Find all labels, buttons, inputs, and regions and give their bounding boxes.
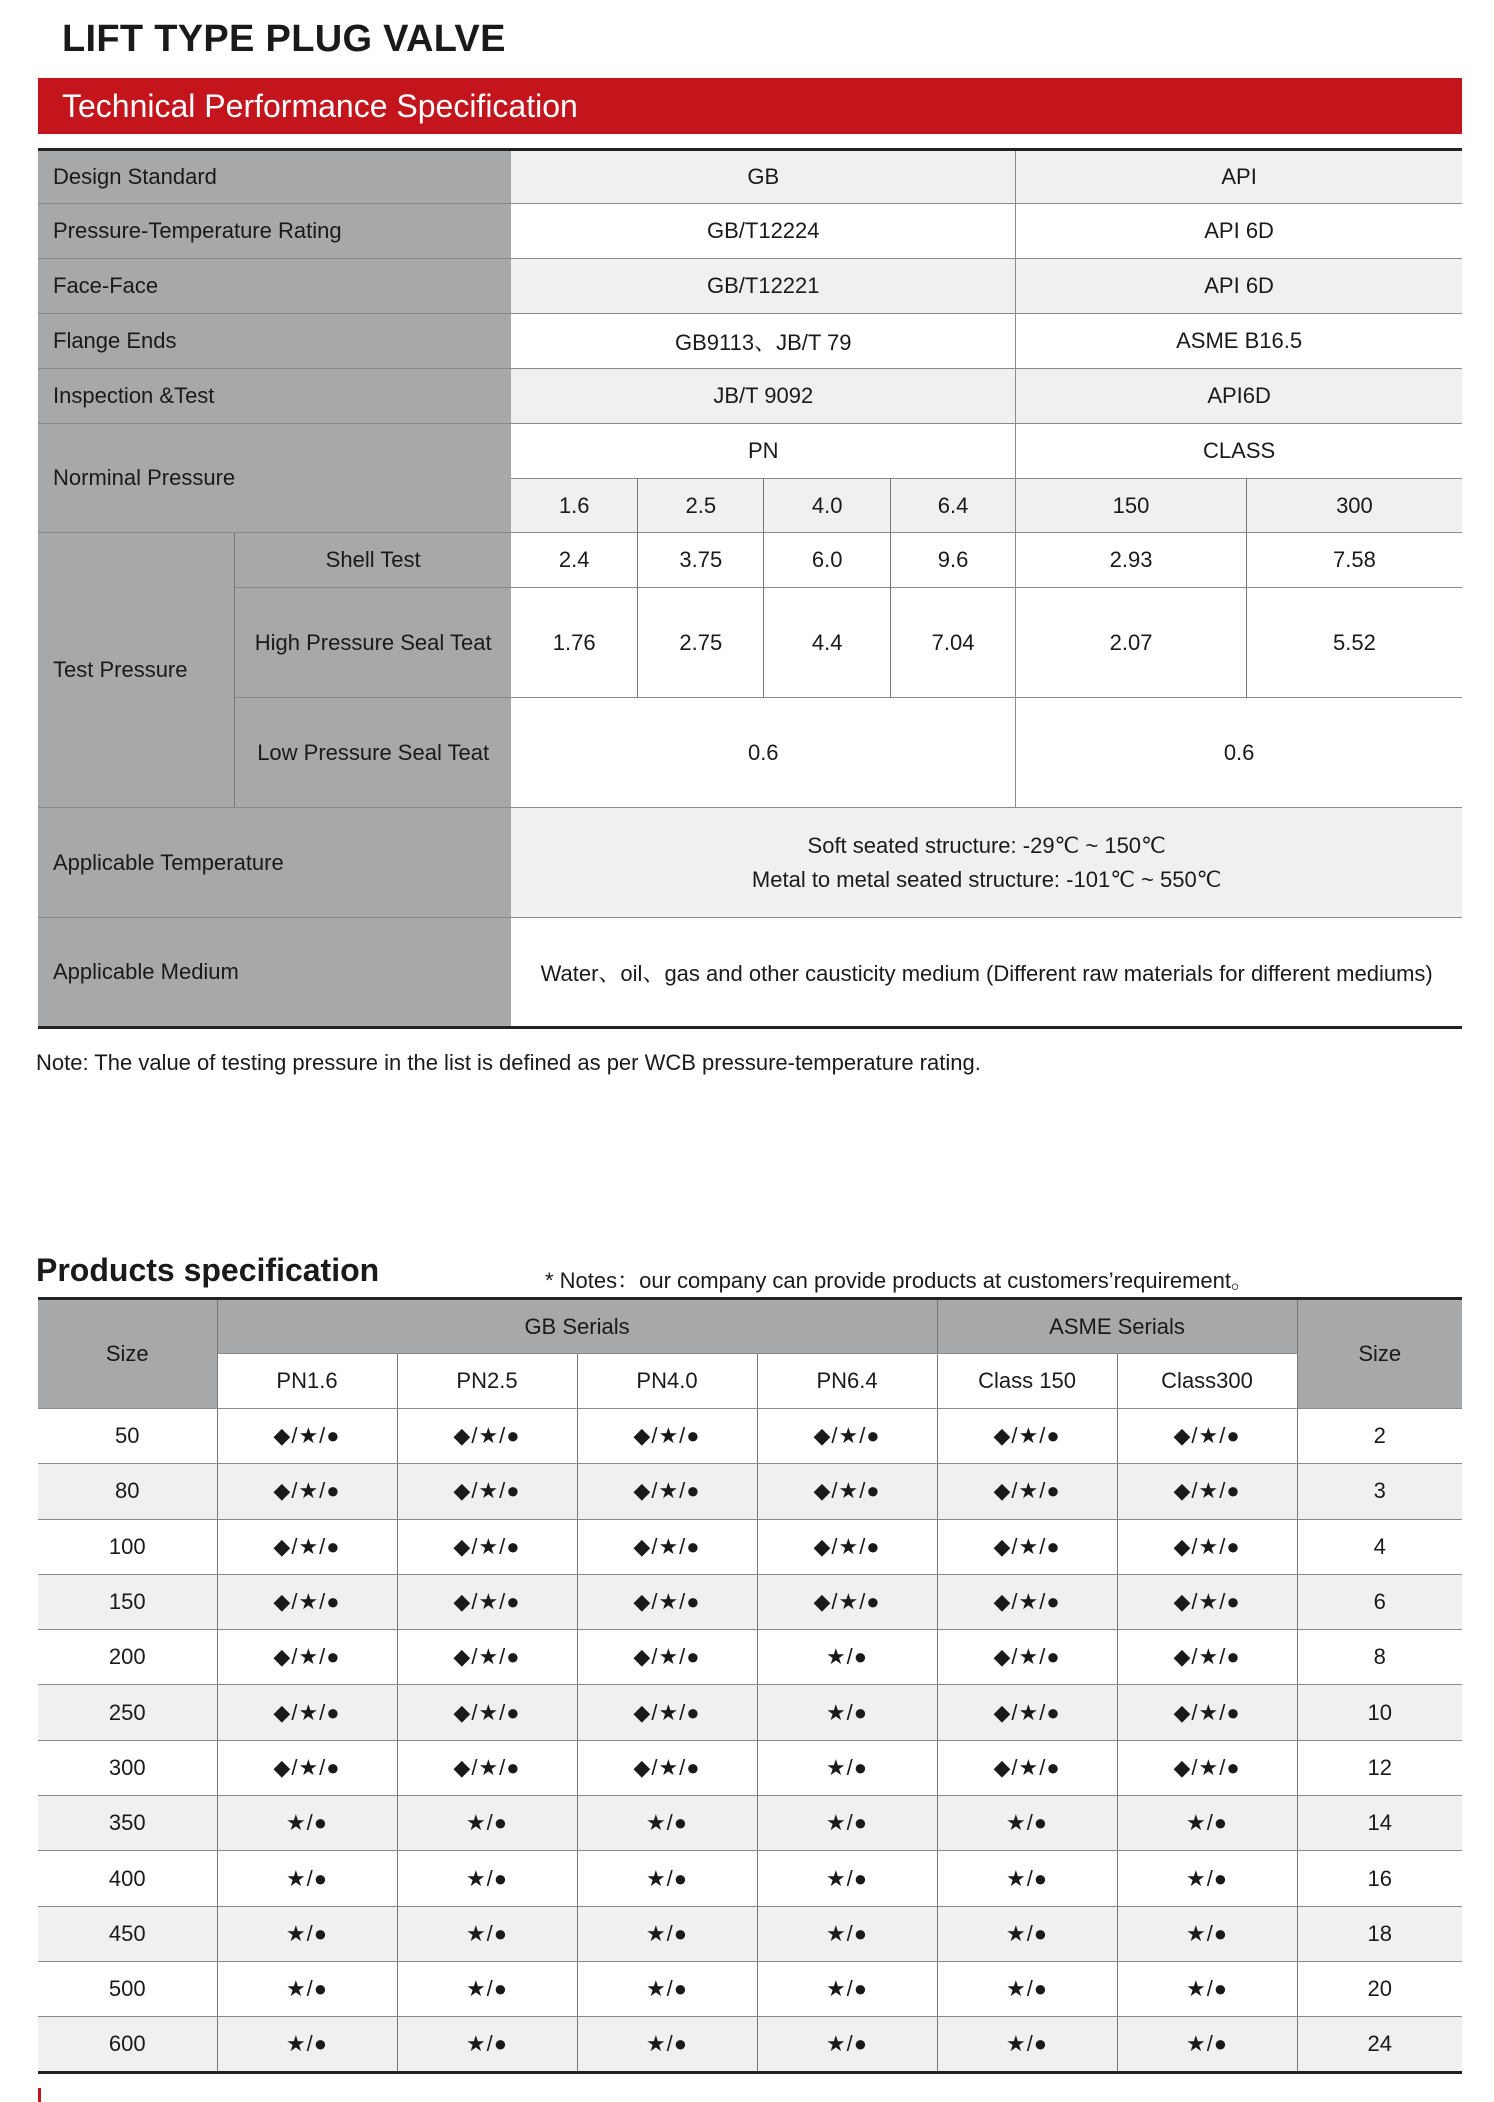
high-seal-value: 4.4 bbox=[764, 588, 890, 698]
row-temperature bbox=[38, 808, 1462, 918]
column-header: PN1.6 bbox=[217, 1354, 397, 1409]
high-seal-value: 2.75 bbox=[638, 588, 764, 698]
shell-test-value: 3.75 bbox=[638, 533, 764, 588]
size-inch-cell: 3 bbox=[1297, 1464, 1462, 1519]
temperature-metal-seated: Metal to metal seated structure: -101℃ ~ 550℃ bbox=[751, 866, 1222, 892]
availability-cell: ★/● bbox=[397, 1906, 577, 1961]
availability-cell: ◆/★/● bbox=[937, 1409, 1117, 1464]
availability-cell: ◆/★/● bbox=[1117, 1409, 1297, 1464]
availability-cell: ★/● bbox=[577, 2017, 757, 2072]
availability-cell: ★/● bbox=[217, 1961, 397, 2016]
technical-spec-table bbox=[38, 148, 1462, 1029]
row-design-standard bbox=[38, 150, 1462, 204]
availability-cell: ◆/★/● bbox=[937, 1630, 1117, 1685]
shell-test-value: 7.58 bbox=[1246, 533, 1462, 588]
page-title: LIFT TYPE PLUG VALVE bbox=[62, 18, 506, 60]
row-inspection bbox=[38, 369, 1462, 424]
nominal-value: 1.6 bbox=[511, 479, 637, 533]
availability-cell: ★/● bbox=[757, 1906, 937, 1961]
testing-pressure-note: Note: The value of testing pressure in the list is defined as per WCB pressure-temperature rating. bbox=[36, 1050, 981, 1075]
size-cell: 500 bbox=[38, 1961, 217, 2016]
availability-cell: ◆/★/● bbox=[397, 1519, 577, 1574]
availability-cell: ◆/★/● bbox=[757, 1574, 937, 1629]
table-row bbox=[38, 1464, 1462, 1519]
availability-cell: ◆/★/● bbox=[1117, 1519, 1297, 1574]
availability-cell: ★/● bbox=[937, 1796, 1117, 1851]
availability-cell: ◆/★/● bbox=[397, 1574, 577, 1629]
api-face-face: API 6D bbox=[1016, 259, 1462, 314]
section-banner: Technical Performance Specification bbox=[38, 78, 1462, 134]
size-inch-cell: 18 bbox=[1297, 1906, 1462, 1961]
table-row bbox=[38, 1685, 1462, 1740]
availability-cell: ★/● bbox=[757, 1796, 937, 1851]
asme-serials-header: ASME Serials bbox=[937, 1299, 1297, 1354]
availability-cell: ◆/★/● bbox=[937, 1574, 1117, 1629]
size-cell: 100 bbox=[38, 1519, 217, 1574]
size-cell: 150 bbox=[38, 1574, 217, 1629]
availability-cell: ◆/★/● bbox=[397, 1630, 577, 1685]
availability-cell: ◆/★/● bbox=[217, 1409, 397, 1464]
gb-serials-header: GB Serials bbox=[217, 1299, 937, 1354]
availability-cell: ◆/★/● bbox=[757, 1409, 937, 1464]
medium-value: Water、oil、gas and other causticity medium (Different raw materials for different mediums) bbox=[511, 918, 1462, 1028]
gb-design-standard: GB bbox=[511, 150, 1015, 204]
size-cell: 400 bbox=[38, 1851, 217, 1906]
page-edge-mark bbox=[38, 2088, 41, 2102]
availability-cell: ★/● bbox=[397, 1961, 577, 2016]
availability-cell: ★/● bbox=[937, 1906, 1117, 1961]
products-heading: Products specification bbox=[36, 1252, 380, 1288]
gb-face-face: GB/T12221 bbox=[511, 259, 1015, 314]
availability-cell: ★/● bbox=[757, 1740, 937, 1795]
nominal-value: 6.4 bbox=[890, 479, 1015, 533]
column-header: PN4.0 bbox=[577, 1354, 757, 1409]
availability-cell: ◆/★/● bbox=[937, 1740, 1117, 1795]
column-header: PN2.5 bbox=[397, 1354, 577, 1409]
high-seal-value: 7.04 bbox=[890, 588, 1015, 698]
nominal-pn-label: PN bbox=[511, 424, 1015, 479]
row-medium bbox=[38, 918, 1462, 1028]
api-pt-rating: API 6D bbox=[1016, 204, 1462, 259]
size-inch-cell: 8 bbox=[1297, 1630, 1462, 1685]
size-inch-cell: 20 bbox=[1297, 1961, 1462, 2016]
row-high-seal bbox=[38, 588, 1462, 698]
label-nominal-pressure: Norminal Pressure bbox=[38, 424, 511, 533]
size-cell: 50 bbox=[38, 1409, 217, 1464]
high-seal-value: 2.07 bbox=[1016, 588, 1247, 698]
size-inch-cell: 12 bbox=[1297, 1740, 1462, 1795]
row-shell-test bbox=[38, 533, 1462, 588]
label-flange-ends: Flange Ends bbox=[38, 314, 511, 369]
size-inch-cell: 4 bbox=[1297, 1519, 1462, 1574]
availability-cell: ◆/★/● bbox=[577, 1740, 757, 1795]
availability-cell: ◆/★/● bbox=[1117, 1574, 1297, 1629]
row-flange-ends bbox=[38, 314, 1462, 369]
size-header: Size bbox=[38, 1299, 217, 1409]
availability-cell: ★/● bbox=[757, 1961, 937, 2016]
size-cell: 450 bbox=[38, 1906, 217, 1961]
availability-cell: ★/● bbox=[1117, 1906, 1297, 1961]
label-low-seal: Low Pressure Seal Teat bbox=[235, 698, 512, 808]
size-inch-header: Size bbox=[1297, 1299, 1462, 1409]
row-face-face bbox=[38, 259, 1462, 314]
label-temperature: Applicable Temperature bbox=[38, 808, 511, 918]
label-inspection: Inspection &Test bbox=[38, 369, 511, 424]
availability-cell: ◆/★/● bbox=[397, 1685, 577, 1740]
availability-cell: ★/● bbox=[397, 1851, 577, 1906]
availability-cell: ★/● bbox=[397, 2017, 577, 2072]
column-header: PN6.4 bbox=[757, 1354, 937, 1409]
availability-cell: ◆/★/● bbox=[217, 1574, 397, 1629]
availability-cell: ★/● bbox=[757, 1685, 937, 1740]
availability-cell: ◆/★/● bbox=[217, 1630, 397, 1685]
size-inch-cell: 14 bbox=[1297, 1796, 1462, 1851]
shell-test-value: 2.93 bbox=[1016, 533, 1247, 588]
row-pt-rating bbox=[38, 204, 1462, 259]
availability-cell: ◆/★/● bbox=[1117, 1630, 1297, 1685]
table-row bbox=[38, 1519, 1462, 1574]
api-flange-ends: ASME B16.5 bbox=[1016, 314, 1462, 369]
table-row bbox=[38, 2017, 1462, 2072]
availability-cell: ◆/★/● bbox=[577, 1464, 757, 1519]
availability-cell: ◆/★/● bbox=[577, 1574, 757, 1629]
nominal-value: 150 bbox=[1016, 479, 1247, 533]
availability-cell: ★/● bbox=[577, 1796, 757, 1851]
shell-test-value: 6.0 bbox=[764, 533, 890, 588]
availability-cell: ★/● bbox=[577, 1961, 757, 2016]
row-low-seal bbox=[38, 698, 1462, 808]
temperature-value bbox=[511, 808, 1462, 918]
availability-cell: ★/● bbox=[1117, 1961, 1297, 2016]
size-cell: 200 bbox=[38, 1630, 217, 1685]
label-face-face: Face-Face bbox=[38, 259, 511, 314]
availability-cell: ◆/★/● bbox=[757, 1464, 937, 1519]
availability-cell: ★/● bbox=[937, 1851, 1117, 1906]
availability-cell: ◆/★/● bbox=[937, 1519, 1117, 1574]
temperature-soft-seated: Soft seated structure: -29℃ ~ 150℃ bbox=[807, 832, 1166, 858]
table-row bbox=[38, 1906, 1462, 1961]
shell-test-value: 9.6 bbox=[890, 533, 1015, 588]
size-cell: 250 bbox=[38, 1685, 217, 1740]
row-nominal-pressure-head bbox=[38, 424, 1462, 479]
size-cell: 350 bbox=[38, 1796, 217, 1851]
availability-cell: ◆/★/● bbox=[217, 1740, 397, 1795]
gb-inspection: JB/T 9092 bbox=[511, 369, 1015, 424]
table-row bbox=[38, 1796, 1462, 1851]
availability-cell: ★/● bbox=[217, 1796, 397, 1851]
products-spec-table bbox=[38, 1297, 1462, 2074]
api-inspection: API6D bbox=[1016, 369, 1462, 424]
availability-cell: ◆/★/● bbox=[757, 1519, 937, 1574]
availability-cell: ★/● bbox=[1117, 1851, 1297, 1906]
api-design-standard: API bbox=[1016, 150, 1462, 204]
availability-cell: ◆/★/● bbox=[1117, 1464, 1297, 1519]
availability-cell: ◆/★/● bbox=[1117, 1685, 1297, 1740]
nominal-value: 300 bbox=[1246, 479, 1462, 533]
availability-cell: ★/● bbox=[937, 1961, 1117, 2016]
label-medium: Applicable Medium bbox=[38, 918, 511, 1028]
high-seal-value: 5.52 bbox=[1246, 588, 1462, 698]
availability-cell: ★/● bbox=[577, 1906, 757, 1961]
high-seal-value: 1.76 bbox=[511, 588, 637, 698]
availability-cell: ★/● bbox=[757, 1630, 937, 1685]
nominal-value: 2.5 bbox=[638, 479, 764, 533]
availability-cell: ◆/★/● bbox=[217, 1464, 397, 1519]
label-pt-rating: Pressure-Temperature Rating bbox=[38, 204, 511, 259]
table-row bbox=[38, 1409, 1462, 1464]
column-header: Class300 bbox=[1117, 1354, 1297, 1409]
table-row bbox=[38, 1740, 1462, 1795]
availability-cell: ★/● bbox=[757, 2017, 937, 2072]
label-high-seal: High Pressure Seal Teat bbox=[235, 588, 512, 698]
availability-cell: ★/● bbox=[937, 2017, 1117, 2072]
availability-cell: ★/● bbox=[757, 1851, 937, 1906]
gb-flange-ends: GB9113、JB/T 79 bbox=[511, 314, 1015, 369]
size-cell: 300 bbox=[38, 1740, 217, 1795]
availability-cell: ★/● bbox=[217, 2017, 397, 2072]
products-subheader-row bbox=[38, 1354, 1462, 1409]
products-header-row bbox=[38, 1299, 1462, 1354]
label-design-standard: Design Standard bbox=[38, 150, 511, 204]
availability-cell: ◆/★/● bbox=[577, 1519, 757, 1574]
availability-cell: ★/● bbox=[397, 1796, 577, 1851]
availability-cell: ★/● bbox=[1117, 1796, 1297, 1851]
shell-test-value: 2.4 bbox=[511, 533, 637, 588]
availability-cell: ◆/★/● bbox=[397, 1409, 577, 1464]
availability-cell: ◆/★/● bbox=[217, 1685, 397, 1740]
label-shell-test: Shell Test bbox=[235, 533, 512, 588]
availability-cell: ★/● bbox=[217, 1851, 397, 1906]
availability-cell: ◆/★/● bbox=[397, 1464, 577, 1519]
size-inch-cell: 6 bbox=[1297, 1574, 1462, 1629]
availability-cell: ★/● bbox=[1117, 2017, 1297, 2072]
availability-cell: ◆/★/● bbox=[577, 1685, 757, 1740]
size-inch-cell: 2 bbox=[1297, 1409, 1462, 1464]
table-row bbox=[38, 1574, 1462, 1629]
column-header: Class 150 bbox=[937, 1354, 1117, 1409]
low-seal-class-value: 0.6 bbox=[1016, 698, 1462, 808]
availability-cell: ◆/★/● bbox=[937, 1685, 1117, 1740]
products-notes: * Notes：our company can provide products at customers’requirement。 bbox=[545, 1268, 1253, 1293]
size-cell: 80 bbox=[38, 1464, 217, 1519]
availability-cell: ◆/★/● bbox=[937, 1464, 1117, 1519]
table-row bbox=[38, 1961, 1462, 2016]
nominal-value: 4.0 bbox=[764, 479, 890, 533]
size-inch-cell: 24 bbox=[1297, 2017, 1462, 2072]
size-inch-cell: 10 bbox=[1297, 1685, 1462, 1740]
availability-cell: ◆/★/● bbox=[217, 1519, 397, 1574]
size-cell: 600 bbox=[38, 2017, 217, 2072]
availability-cell: ◆/★/● bbox=[1117, 1740, 1297, 1795]
availability-cell: ★/● bbox=[217, 1906, 397, 1961]
availability-cell: ◆/★/● bbox=[397, 1740, 577, 1795]
low-seal-pn-value: 0.6 bbox=[511, 698, 1015, 808]
nominal-class-label: CLASS bbox=[1016, 424, 1462, 479]
size-inch-cell: 16 bbox=[1297, 1851, 1462, 1906]
availability-cell: ◆/★/● bbox=[577, 1409, 757, 1464]
table-row bbox=[38, 1851, 1462, 1906]
label-test-pressure: Test Pressure bbox=[38, 533, 235, 808]
table-row bbox=[38, 1630, 1462, 1685]
availability-cell: ★/● bbox=[577, 1851, 757, 1906]
gb-pt-rating: GB/T12224 bbox=[511, 204, 1015, 259]
availability-cell: ◆/★/● bbox=[577, 1630, 757, 1685]
